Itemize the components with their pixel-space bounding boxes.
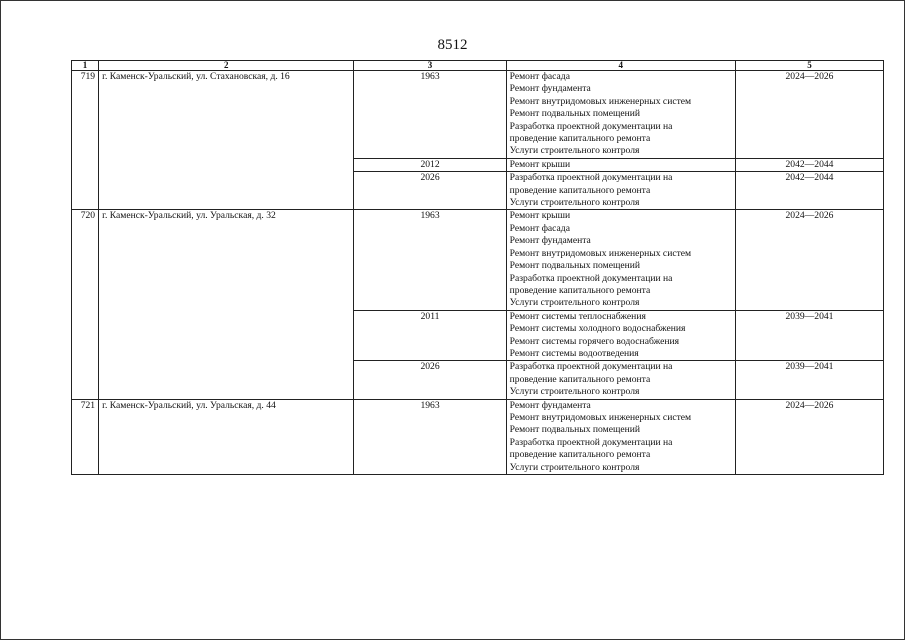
column-header: 4	[506, 61, 735, 71]
work-item: Услуги строительного контроля	[509, 145, 640, 157]
column-header: 2	[99, 61, 354, 71]
column-header: 3	[354, 61, 506, 71]
work-item: Ремонт внутридомовых инженерных систем	[509, 411, 692, 423]
address-cell: г. Каменск-Уральский, ул. Уральская, д. 32	[99, 210, 354, 399]
work-item: Разработка проектной документации на	[509, 120, 673, 132]
works-cell	[506, 361, 735, 399]
row-number: 720	[72, 210, 99, 399]
table-row	[72, 399, 884, 474]
work-item: Ремонт фундамента	[509, 83, 591, 95]
work-item: проведение капитального ремонта	[509, 284, 651, 296]
work-item: Ремонт внутридомовых инженерных систем	[509, 95, 692, 107]
work-item: Разработка проектной документации на	[509, 436, 673, 448]
year-cell: 2026	[354, 172, 506, 210]
work-item: Ремонт подвальных помещений	[509, 424, 641, 436]
work-item: Разработка проектной документации на	[509, 361, 673, 373]
period-cell: 2024—2026	[735, 399, 883, 474]
work-item: Ремонт системы водоотведения	[509, 347, 639, 359]
work-item: Ремонт крыши	[509, 210, 571, 222]
column-number-row	[72, 61, 884, 71]
repair-schedule-table	[71, 60, 884, 475]
work-item: Услуги строительного контроля	[509, 297, 640, 309]
work-item: проведение капитального ремонта	[509, 449, 651, 461]
works-cell	[506, 399, 735, 474]
work-item: Ремонт фундамента	[509, 399, 591, 411]
work-item: проведение капитального ремонта	[509, 373, 651, 385]
work-item: Услуги строительного контроля	[509, 386, 640, 398]
work-item: Ремонт подвальных помещений	[509, 260, 641, 272]
period-cell: 2042—2044	[735, 172, 883, 210]
address-cell: г. Каменск-Уральский, ул. Уральская, д. 44	[99, 399, 354, 474]
work-item: Разработка проектной документации на	[509, 172, 673, 184]
works-cell	[506, 310, 735, 361]
period-cell: 2042—2044	[735, 158, 883, 171]
work-item: проведение капитального ремонта	[509, 133, 651, 145]
work-item: Услуги строительного контроля	[509, 197, 640, 209]
year-cell: 1963	[354, 399, 506, 474]
period-cell: 2039—2041	[735, 361, 883, 399]
row-number: 719	[72, 71, 99, 210]
work-item: Ремонт фасада	[509, 71, 570, 82]
year-cell: 1963	[354, 71, 506, 159]
year-cell: 2012	[354, 158, 506, 171]
period-cell: 2024—2026	[735, 71, 883, 159]
table-body	[72, 71, 884, 475]
column-header: 5	[735, 61, 883, 71]
work-item: Ремонт внутридомовых инженерных систем	[509, 247, 692, 259]
work-item: Ремонт фасада	[509, 222, 570, 234]
work-item: Ремонт системы холодного водоснабжения	[509, 323, 686, 335]
work-item: Ремонт крыши	[509, 158, 571, 170]
year-cell: 1963	[354, 210, 506, 310]
page-number: 8512	[437, 37, 468, 53]
works-cell	[506, 71, 735, 159]
work-item: Ремонт системы теплоснабжения	[509, 310, 646, 322]
period-cell: 2024—2026	[735, 210, 883, 310]
works-cell	[506, 158, 735, 171]
column-header: 1	[72, 61, 99, 71]
address-cell: г. Каменск-Уральский, ул. Стахановская, д. 16	[99, 71, 354, 210]
table-row	[72, 210, 884, 310]
work-item: Ремонт подвальных помещений	[509, 108, 641, 120]
period-cell: 2039—2041	[735, 310, 883, 361]
work-item: проведение капитального ремонта	[509, 184, 651, 196]
work-item: Разработка проектной документации на	[509, 272, 673, 284]
table-row	[72, 71, 884, 159]
work-item: Ремонт фундамента	[509, 235, 591, 247]
row-number: 721	[72, 399, 99, 474]
work-item: Услуги строительного контроля	[509, 461, 640, 473]
works-cell	[506, 172, 735, 210]
year-cell: 2026	[354, 361, 506, 399]
year-cell: 2011	[354, 310, 506, 361]
works-cell	[506, 210, 735, 310]
work-item: Ремонт системы горячего водоснабжения	[509, 335, 680, 347]
